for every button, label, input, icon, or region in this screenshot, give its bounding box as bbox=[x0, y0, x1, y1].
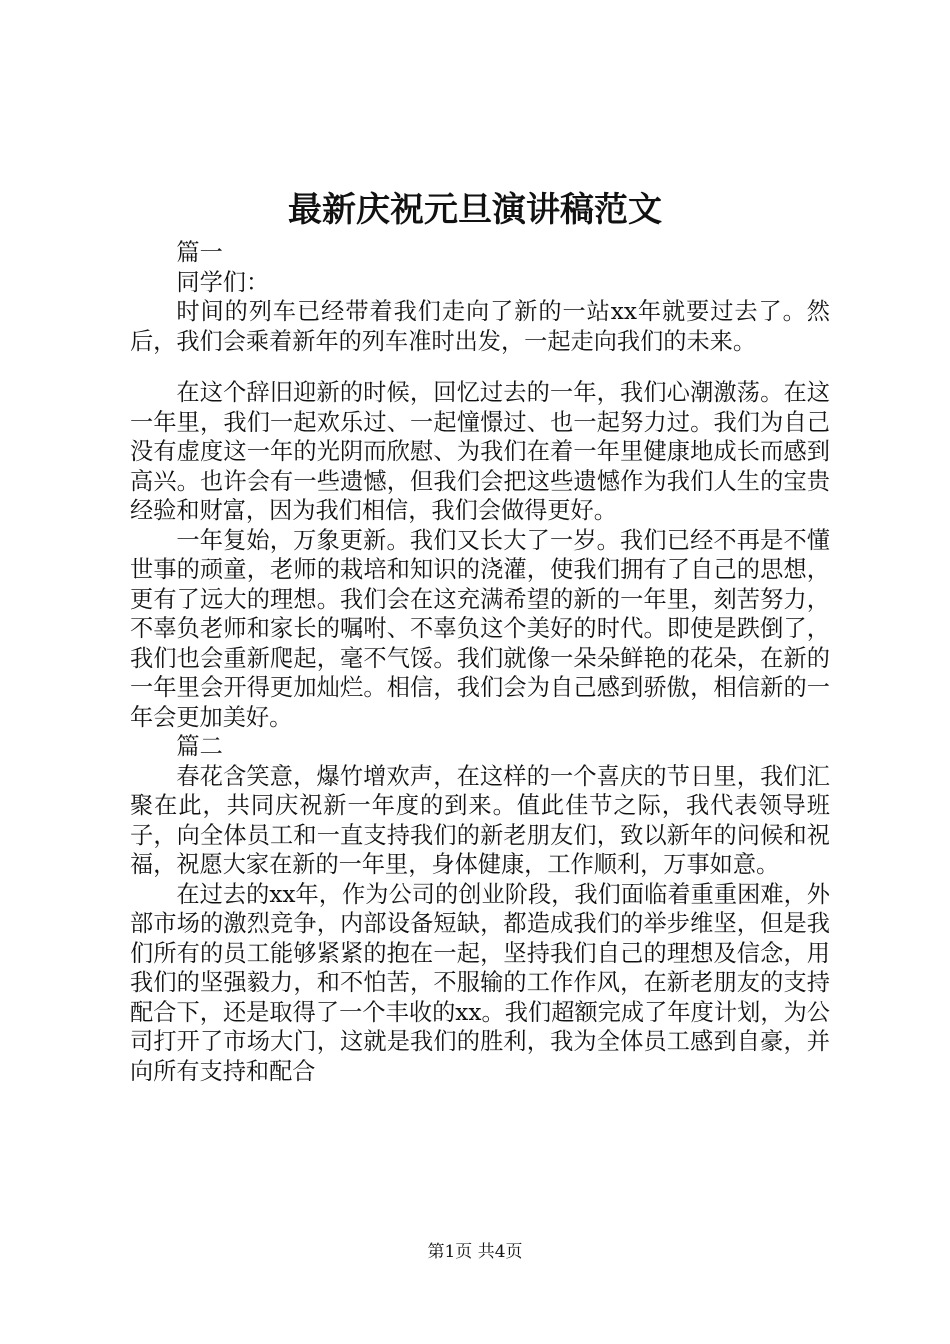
page-number: 第1页 共4页 bbox=[427, 1242, 523, 1262]
paragraph-2: 在这个辞旧迎新的时候，回忆过去的一年，我们心潮激荡。在这一年里，我们一起欢乐过、一起憧憬过、也一起努力过。我们为自己没有虚度这一年的光阴而欣慰、为我们在着一年里健康地成长而感到高兴。也许会有一些遗憾，但我们会把这些遗憾作为我们人生的宝贵经验和财富，因为我们相信，我们会做得更好。 bbox=[130, 379, 830, 524]
document-body bbox=[130, 238, 830, 1086]
salutation: 同学们： bbox=[176, 268, 270, 296]
section-heading-2: 篇二 bbox=[176, 733, 223, 760]
section-heading-1: 篇一 bbox=[176, 239, 223, 266]
document-title: 最新庆祝元旦演讲稿范文 bbox=[288, 190, 662, 230]
paragraph-4: 春花含笑意，爆竹增欢声，在这样的一个喜庆的节日里，我们汇聚在此，共同庆祝新一年度的到来。值此佳节之际，我代表领导班子，向全体员工和一直支持我们的新老朋友们，致以新年的问候和祝福，祝愿大家在新的一年里，身体健康，工作顺利，万事如意。 bbox=[130, 762, 830, 878]
paragraph-1: 时间的列车已经带着我们走向了新的一站xx年就要过去了。然后，我们会乘着新年的列车准时出发，一起走向我们的未来。 bbox=[130, 298, 830, 355]
paragraph-5: 在过去的xx年，作为公司的创业阶段，我们面临着重重困难，外部市场的激烈竞争，内部设备短缺，都造成我们的举步维坚，但是我们所有的员工能够紧紧的抱在一起，坚持我们自己的理想及信念，用我们的坚强毅力，和不怕苦，不服输的工作作风，在新老朋友的支持配合下，还是取得了一个丰收的xx。我们超额完成了年度计划，为公司打开了市场大门，这就是我们的胜利，我为全体员工感到自豪，并向所有支持和配合 bbox=[130, 880, 830, 1085]
paragraph-spacer bbox=[130, 356, 830, 378]
paragraph-3: 一年复始，万象更新。我们又长大了一岁。我们已经不再是不懂世事的顽童，老师的栽培和知识的浇灌，使我们拥有了自己的思想，更有了远大的理想。我们会在这充满希望的新的一年里，刻苦努力，不辜负老师和家长的嘱咐、不辜负这个美好的时代。即使是跌倒了，我们也会重新爬起，毫不气馁。我们就像一朵朵鲜艳的花朵，在新的一年里会开得更加灿烂。相信，我们会为自己感到骄傲，相信新的一年会更加美好。 bbox=[130, 526, 830, 731]
